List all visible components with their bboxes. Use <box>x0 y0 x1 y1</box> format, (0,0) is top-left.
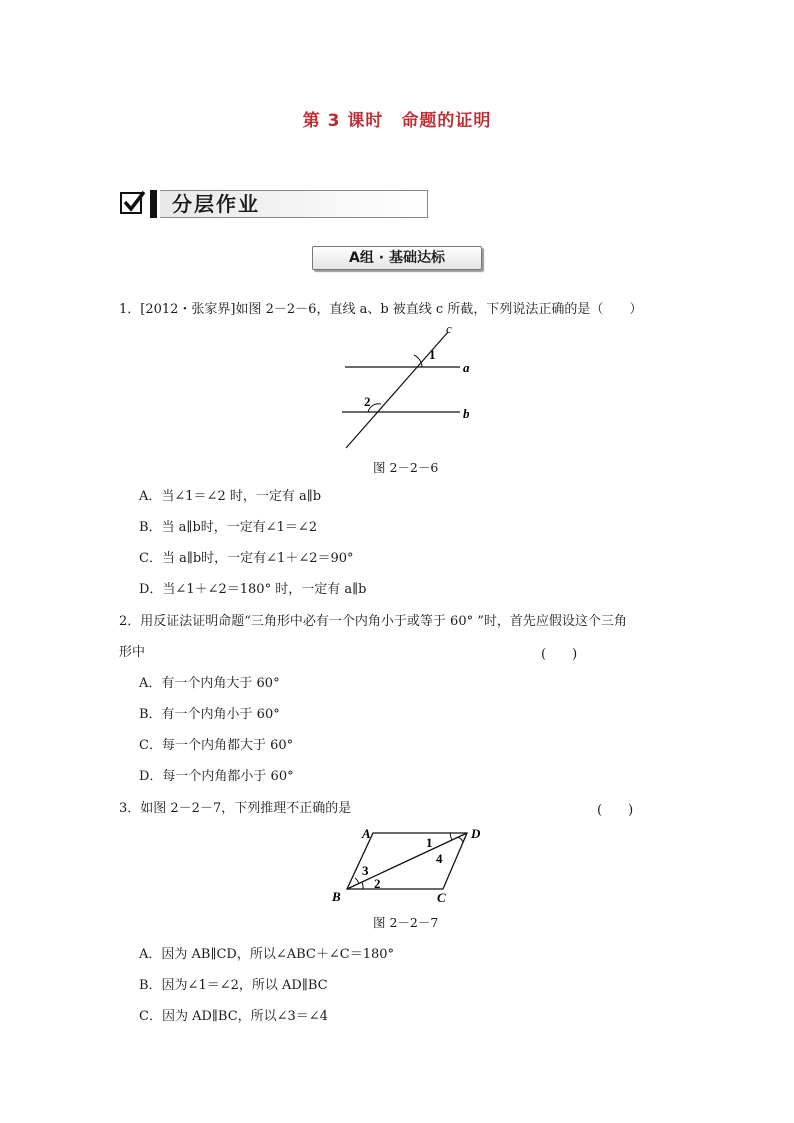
angle-1-arc <box>414 355 422 367</box>
angle-3-arc <box>355 878 359 884</box>
angle-4-arc <box>458 837 463 842</box>
label-B: B <box>332 889 341 904</box>
option-b: B．当 a∥b时，一定有∠1＝∠2 <box>139 520 318 535</box>
question-text: 如图 2－2－7，下列推理不正确的是 <box>140 801 352 816</box>
option-c: C．当 a∥b时，一定有∠1＋∠2＝90° <box>139 551 354 566</box>
label-4: 4 <box>436 851 443 866</box>
checkbox-icon <box>120 192 142 214</box>
answer-paren: ( ) <box>541 647 578 662</box>
question-2 <box>119 612 627 632</box>
diagonal-bd <box>347 833 467 889</box>
banner-label: 分层作业 <box>160 190 428 218</box>
label-c: c <box>446 321 452 336</box>
label-1: 1 <box>429 347 436 362</box>
label-a: a <box>463 360 470 375</box>
label-C: C <box>437 890 446 905</box>
option-b: B．因为∠1＝∠2，所以 AD∥BC <box>139 978 328 993</box>
angle-1-arc <box>450 833 452 840</box>
lesson-topic: 命题的证明 <box>401 111 492 131</box>
figure-2-2-6 <box>330 320 490 455</box>
banner-bar <box>150 190 157 218</box>
question-text: [2012・张家界]如图 2－2－6，直线 a、b 被直线 c 所截，下列说法正确的是（ ） <box>140 302 643 317</box>
label-2: 2 <box>374 876 381 891</box>
option-b: B．有一个内角小于 60° <box>139 707 280 722</box>
option-c: C．每一个内角都大于 60° <box>139 738 294 753</box>
option-a: A．当∠1＝∠2 时，一定有 a∥b <box>139 489 322 504</box>
question-number: 1． <box>119 302 141 317</box>
question-number: 3． <box>119 801 141 816</box>
option-d: D．当∠1＋∠2＝180° 时，一定有 a∥b <box>139 582 367 597</box>
question-text: 用反证法证明命题“三角形中必有一个内角小于或等于 60° ”时，首先应假设这个三角 <box>140 614 627 629</box>
figure-caption: 图 2－2－7 <box>373 915 439 930</box>
option-c: C．因为 AD∥BC，所以∠3＝∠4 <box>139 1009 328 1024</box>
option-d: D．每一个内角都小于 60° <box>139 769 294 784</box>
label-3: 3 <box>362 863 369 878</box>
angle-2-arc <box>362 882 363 889</box>
label-A: A <box>362 826 371 841</box>
label-2: 2 <box>364 394 371 409</box>
question-3 <box>119 799 351 819</box>
option-a: A．有一个内角大于 60° <box>139 676 280 691</box>
label-D: D <box>471 826 481 841</box>
lesson-number: 第 3 课时 <box>302 111 384 131</box>
label-1: 1 <box>426 835 433 850</box>
question-1 <box>119 300 642 320</box>
question-number: 2． <box>119 614 141 629</box>
question-2-line2: 形中 <box>119 645 146 660</box>
figure-2-2-7 <box>325 822 495 910</box>
figure-caption: 图 2－2－6 <box>373 460 439 475</box>
option-a: A．因为 AB∥CD，所以∠ABC＋∠C＝180° <box>139 947 395 962</box>
label-b: b <box>463 406 470 421</box>
answer-paren: ( ) <box>597 803 634 818</box>
group-label: A组 · 基础达标 <box>312 246 482 270</box>
page-title <box>0 106 794 131</box>
